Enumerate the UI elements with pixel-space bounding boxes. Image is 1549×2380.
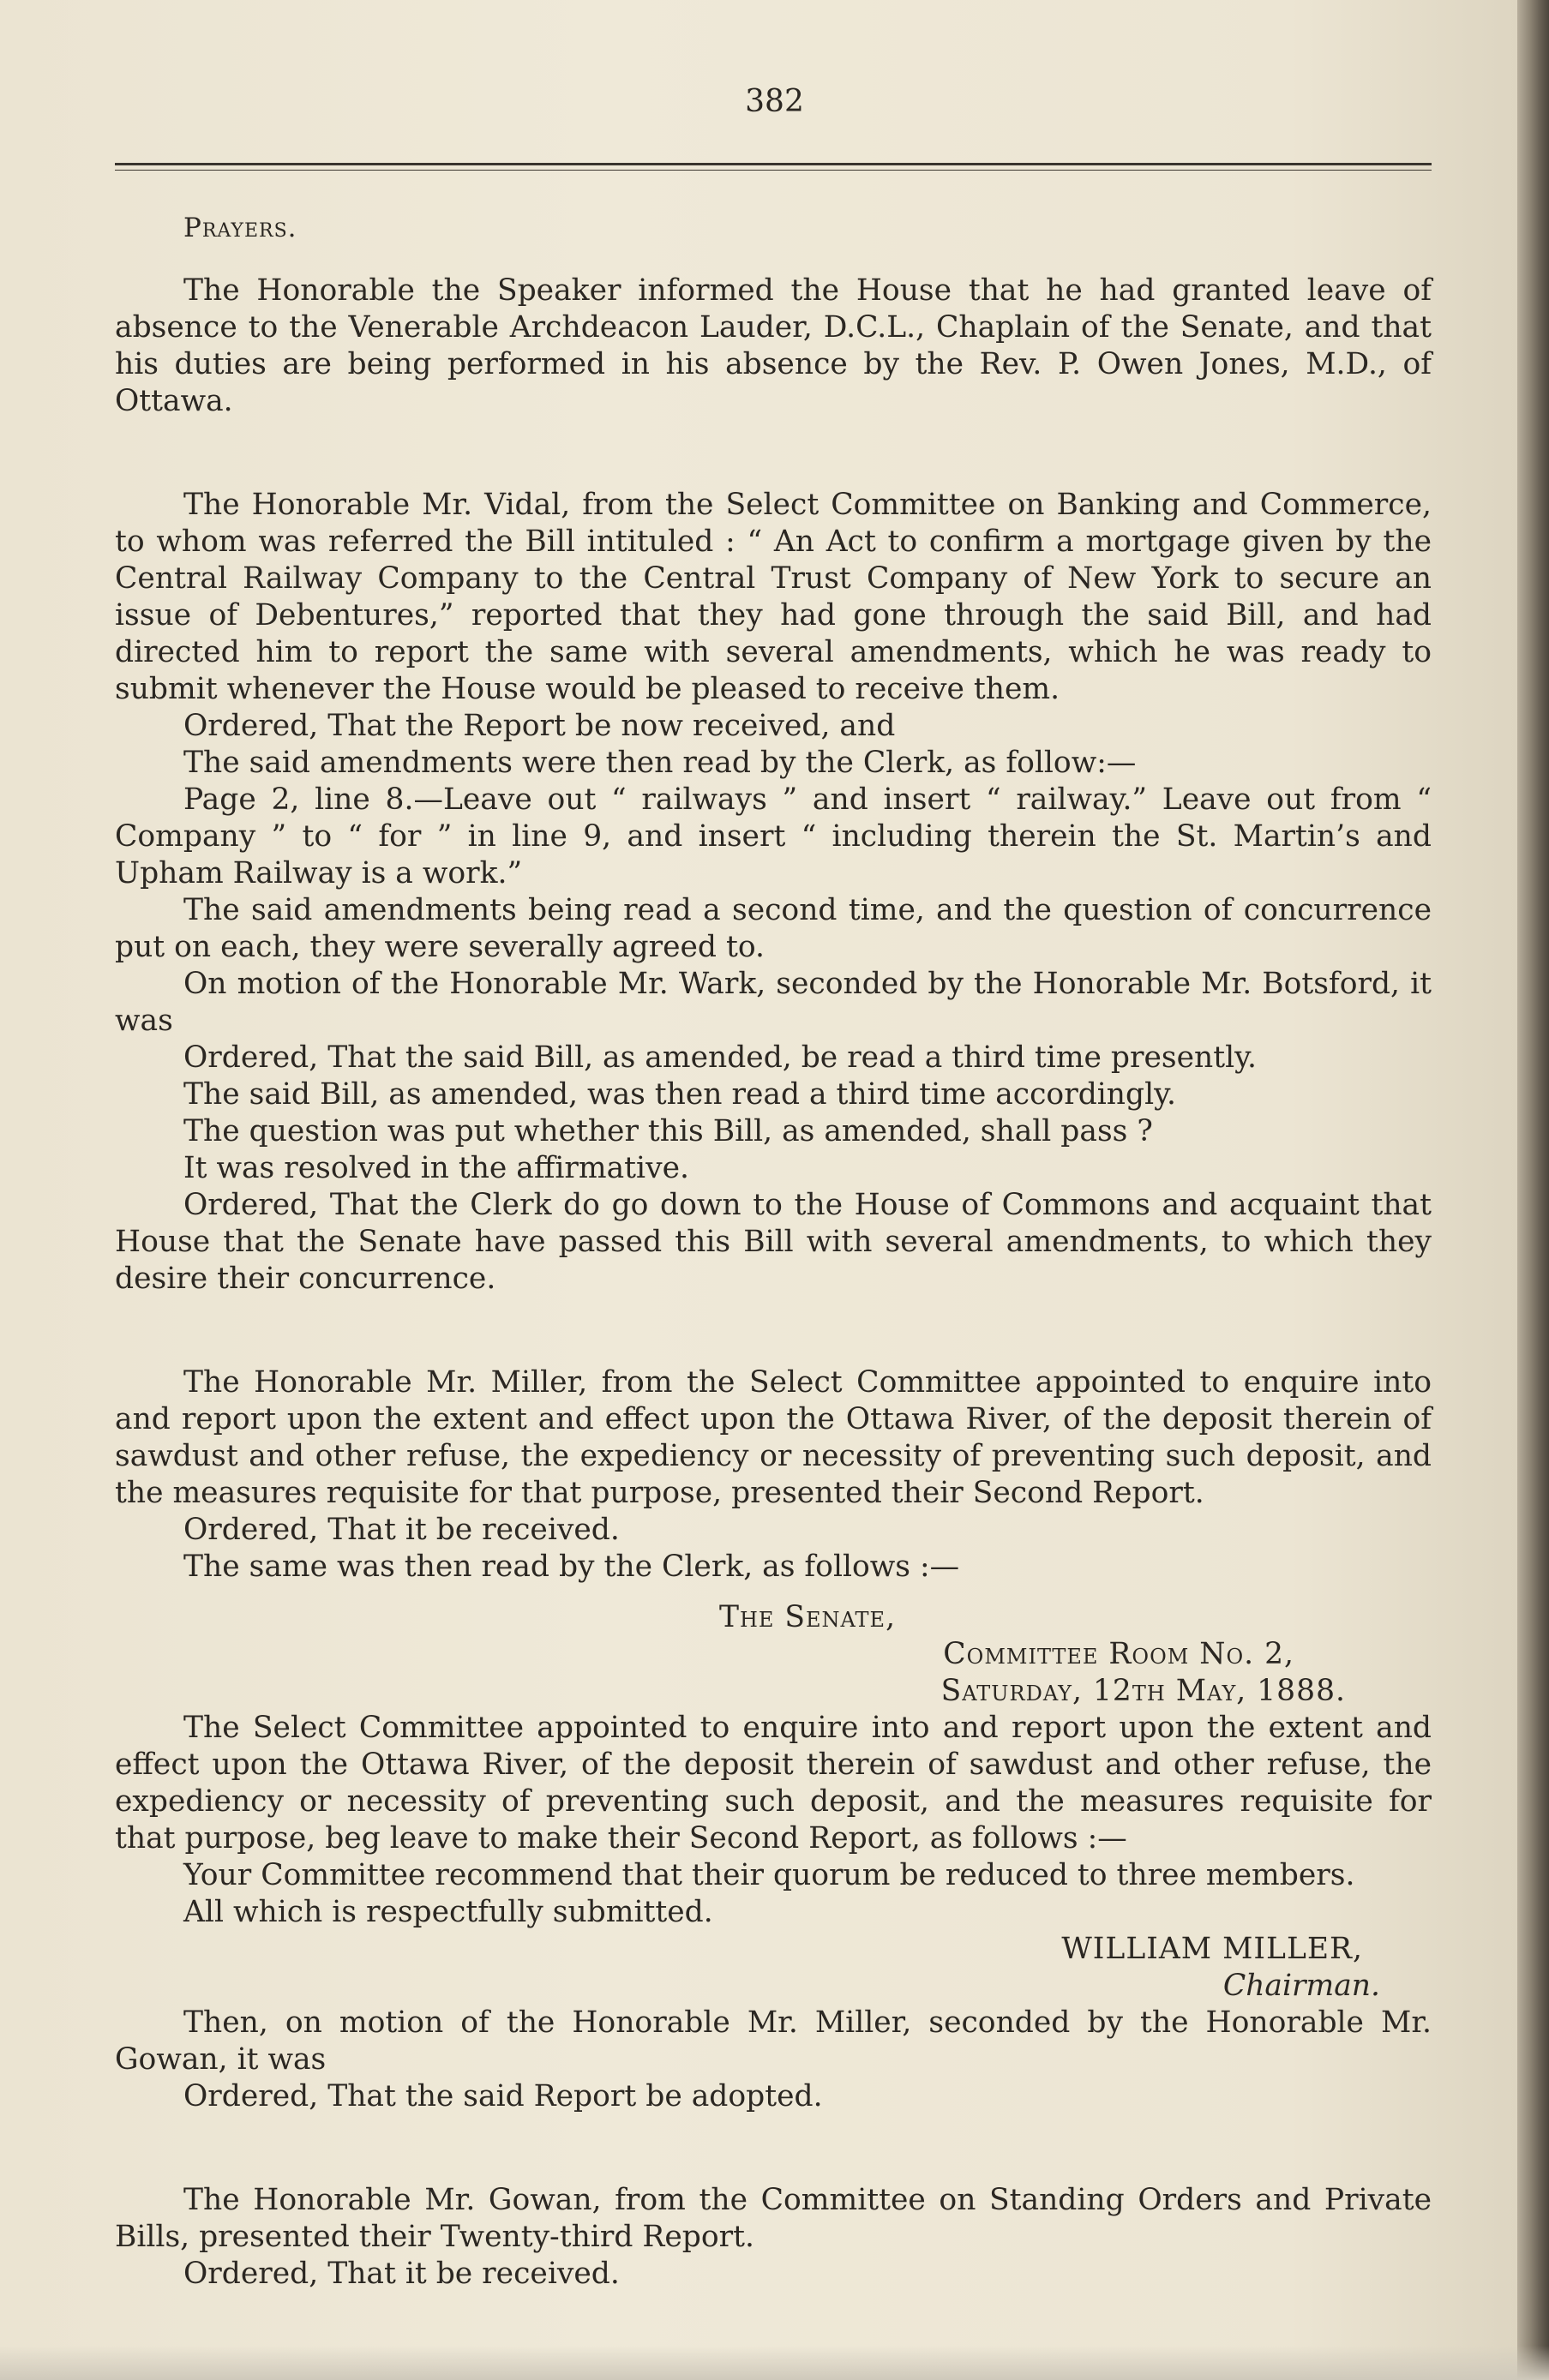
document-body bbox=[115, 210, 1432, 2293]
paragraph: Ordered, That the Report be now received, and bbox=[183, 709, 896, 743]
paragraph: The said amendments were then read by the Clerk, as follow:— bbox=[183, 746, 1137, 780]
paragraph: The Honorable Mr. Gowan, from the Committee on Standing Orders and Private Bills, presented their Twenty-third Report. bbox=[115, 2183, 1432, 2254]
paragraph: Ordered, That it be received. bbox=[183, 2257, 620, 2291]
page-bottom-edge bbox=[0, 2346, 1549, 2380]
paragraph: The same was then read by the Clerk, as follows :— bbox=[183, 1550, 960, 1584]
paragraph: The said amendments being read a second time, and the question of concurrence put on each, they were severally agreed to. bbox=[115, 893, 1432, 964]
paragraph: The Honorable Mr. Vidal, from the Select Committee on Banking and Commerce, to whom was referred the Bill intituled : “ An Act to confirm a mortgage given by the Central Railway Company to the Central Trust Company of New York to secure an issue of Debentures,” reported that they had gone through the said Bill, and had directed him to report the same with several amendments, which he was ready to submit whenever the House would be pleased to receive them. bbox=[115, 488, 1432, 706]
paragraph: Ordered, That the said Report be adopted. bbox=[183, 2079, 823, 2113]
paragraph: On motion of the Honorable Mr. Wark, seconded by the Honorable Mr. Botsford, it was bbox=[115, 967, 1432, 1038]
book-spine bbox=[1517, 0, 1549, 2380]
header-rule bbox=[115, 163, 1432, 165]
report-header-room: Committee Room No. 2, bbox=[943, 1637, 1294, 1671]
paragraph: Then, on motion of the Honorable Mr. Miller, seconded by the Honorable Mr. Gowan, it was bbox=[115, 2005, 1432, 2077]
paragraph: Ordered, That the said Bill, as amended, be read a third time presently. bbox=[183, 1040, 1258, 1075]
paragraph: The said Bill, as amended, was then read a third time accordingly. bbox=[183, 1077, 1177, 1112]
paragraph: Page 2, line 8.—Leave out “ railways ” and insert “ railway.” Leave out from “ Company ” to “ for ” in line 9, and insert “ including therein the St. Martin’s and Upham Railway is a work.” bbox=[115, 782, 1432, 890]
report-header-senate: The Senate, bbox=[718, 1600, 897, 1634]
paragraph: The Honorable Mr. Miller, from the Select Committee appointed to enquire into and report upon the extent and effect upon the Ottawa River, of the deposit therein of sawdust and other refuse, the expediency or necessity of preventing such deposit, and the measures requisite for that purpose, presented their Second Report. bbox=[115, 1365, 1432, 1510]
header-rule-thin bbox=[115, 170, 1432, 171]
paragraph: All which is respectfully submitted. bbox=[183, 1895, 713, 1929]
page-number: 382 bbox=[745, 84, 804, 119]
report-header-date: Saturday, 12th May, 1888. bbox=[940, 1674, 1346, 1708]
paragraph: The Select Committee appointed to enquire into and report upon the extent and effect upon the Ottawa River, of the deposit therein of sawdust and other refuse, the expediency or necessity of preventing such deposit, and the measures requisite for that purpose, beg leave to make their Second Report, as follows :— bbox=[115, 1711, 1432, 1855]
paragraph: It was resolved in the affirmative. bbox=[183, 1151, 689, 1185]
section-heading: Prayers. bbox=[183, 213, 297, 243]
paragraph: The Honorable the Speaker informed the House that he had granted leave of absence to the Venerable Archdeacon Lauder, D.C.L., Chaplain of the Senate, and that his duties are being performed in his absence by the Rev. P. Owen Jones, M.D., of Ottawa. bbox=[115, 273, 1432, 418]
paragraph: Ordered, That it be received. bbox=[183, 1513, 620, 1547]
paragraph: The question was put whether this Bill, as amended, shall pass ? bbox=[183, 1114, 1153, 1148]
signature-name: WILLIAM MILLER, bbox=[1061, 1932, 1363, 1966]
paragraph: Your Committee recommend that their quorum be reduced to three members. bbox=[183, 1858, 1355, 1892]
signature-title: Chairman. bbox=[1222, 1969, 1380, 2003]
paragraph: Ordered, That the Clerk do go down to the House of Commons and acquaint that House that the Senate have passed this Bill with several amendments, to which they desire their concurrence. bbox=[115, 1188, 1432, 1296]
